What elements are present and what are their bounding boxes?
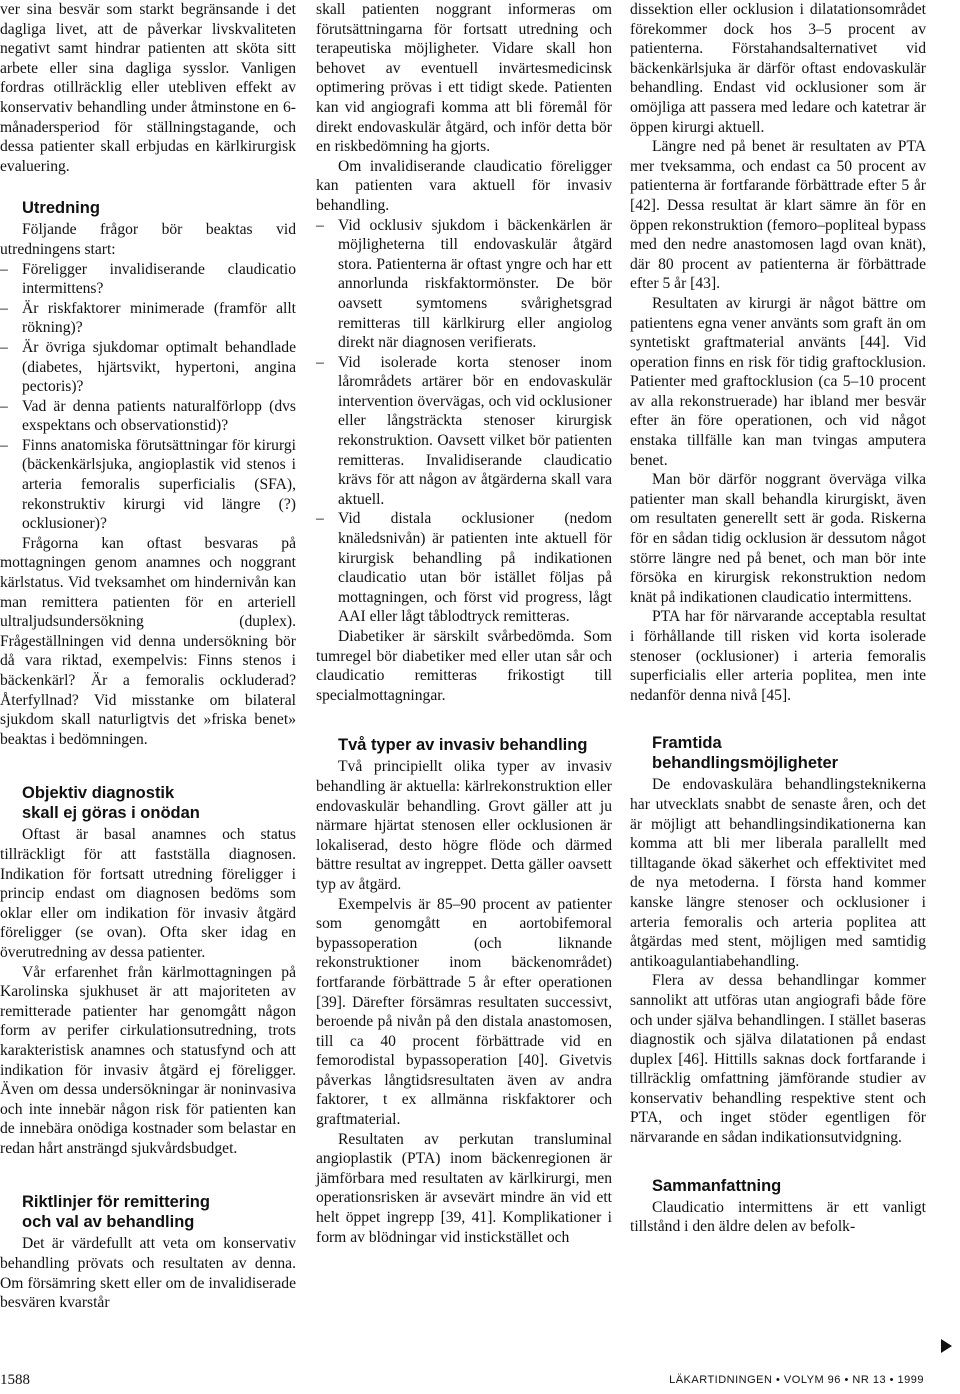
paragraph: Flera av dessa behandlingar kommer sannolikt att utföras utan angiografi både före och under själva behandlingen. I stället baseras diagnostik och själva dilatationen på endast duplex [46]. Hittills saknas dock fortfarande i tillräcklig omfattning jämförande studier av konservativ behandling respektive stent och PTA, och inget stöder egentligen för närvarande en sådan indikationsutvidgning. bbox=[630, 972, 926, 1147]
continue-arrow-icon bbox=[941, 1339, 952, 1353]
section-heading-objektiv bbox=[22, 783, 296, 823]
paragraph: Oftast är basal anamnes och status tillräckligt för att fastställa diagnosen. Indikation för fortsatt utredning föreligger i princip endast om diagnosen bedöms som oklar eller om indikation för invasiv åtgärd föreligger (se ovan). Ofta sker idag en överutredning av dessa patienter. bbox=[0, 826, 296, 961]
paragraph: Vår erfarenhet från kärlmottagningen på Karolinska sjukhuset är att majoriteten av remitterade patienter har genomgått någon form av perifer cirkulationsutredning, trots karakteristisk anamnes och statusfynd och att indikation för invasiv åtgärd ej föreligger. Även om dessa undersökningar är noninvasiva och inte innebär någon risk för patienten kan de innebära onödiga kostnader som belastar en redan hårt ansträngd sjukvårdsbudget. bbox=[0, 963, 296, 1157]
paragraph: De endovaskulära behandlingsteknikerna har utvecklats snabbt de senaste åren, och det är möjligt att behandlingsindikationerna kan komma att bli mer liberala parallellt med tilltagande ökad säkerhet och effektivitet med de nya metoderna. I första hand kommer kanske längre stenoser och ocklusioner i arteria femoralis och arteria poplitea att åtgärdas med stent, möjligen med samtidig antikoagulantiabehandling. bbox=[630, 776, 926, 970]
journal-footer: LÄKARTIDNINGEN • VOLYM 96 • NR 13 • 1999 bbox=[669, 1374, 924, 1386]
referral-list bbox=[316, 216, 612, 627]
page-footer bbox=[0, 1372, 960, 1394]
heading-line: Framtida bbox=[652, 734, 722, 753]
column-2 bbox=[316, 0, 612, 1247]
question-list bbox=[0, 260, 296, 534]
paragraph: Om invalidiserande claudicatio föreligger kan patienten vara aktuell för invasiv behandling. bbox=[316, 157, 612, 214]
column-1 bbox=[0, 0, 296, 1313]
heading-line: behandlingsmöjligheter bbox=[652, 754, 839, 773]
paragraph: Två principiellt olika typer av invasiv behandling är aktuella: kärlrekonstruktion eller endovaskulär behandling. Grovt gäller att ju närmare hjärtat stenosen eller ocklusionen är lokaliserad, desto högre flöde och därmed bättre resultat av ingreppet. Detta gäller oavsett typ av åtgärd. bbox=[316, 758, 612, 893]
heading-line: och val av behandling bbox=[22, 1213, 195, 1232]
column-3 bbox=[630, 0, 926, 1237]
section-heading-framtida bbox=[652, 733, 926, 773]
heading-line: Riktlinjer för remittering bbox=[22, 1193, 210, 1212]
paragraph: Längre ned på benet är resultaten av PTA mer tveksamma, och endast ca 50 procent av patienterna är fortfarande förbättrade efter 5 år [42]. Dessa resultat är klart sämre än för en öppen rekonstruktion (femoro–popliteal bypass med den nedre anastomosen lagd ovan knät), där 80 procent av patienterna är förbättrade efter 5 år [43]. bbox=[630, 138, 926, 293]
heading-line: skall ej göras i onödan bbox=[22, 804, 200, 823]
paragraph: Exempelvis är 85–90 procent av patienter som genomgått en aortobifemoral bypassoperation (och liknande rekonstruktioner inom bäckenområdet) fortfarande förbättrade 5 år efter operationen [39]. Därefter försämras resultaten successivt, beroende på nivån på den distala anastomosen, till ca 40 procent förbättrade vid en femorodistal bypassoperation [40]. Givetvis påverkas långtidsresultaten även av andra faktorer, t ex allmänna riskfaktorer och graftmaterial. bbox=[316, 895, 612, 1129]
list-item: – Är övriga sjukdomar optimalt behandlade (diabetes, hjärtsvikt, hypertoni, angina pectoris)? bbox=[0, 338, 296, 397]
list-item: – Vid isolerade korta stenoser inom lårområdets artärer bör en endovaskulär intervention övervägas, och vid ocklusioner eller långsträckta stenoser kirurgisk rekonstruktion. Oavsett vilket bör patienten remitteras. Invalidiserande claudicatio krävs för att någon av åtgärderna skall vara aktuell. bbox=[316, 353, 612, 510]
section-heading-sammanfattning: Sammanfattning bbox=[652, 1176, 782, 1195]
paragraph: Det är värdefullt att veta om konservativ behandling prövats och resultaten av denna. Om försämring skett eller om de invalidiserade besvären kvarstår bbox=[0, 1235, 296, 1312]
section-heading-tva-typer: Två typer av invasiv behandling bbox=[338, 736, 588, 755]
page-number: 1588 bbox=[0, 1372, 30, 1388]
paragraph: Resultaten av perkutan transluminal angioplastik (PTA) inom bäckenregionen är jämförbara med resultaten av kärlkirurgi, men operationsrisken är avsevärt mindre än vid ett helt öppet ingrepp [39, 41]. Komplikationer i form av blödningar vid instickstället och bbox=[316, 1130, 612, 1246]
paragraph: Claudicatio intermittens är ett vanligt tillstånd i den äldre delen av befolk- bbox=[630, 1198, 926, 1236]
paragraph: Frågorna kan oftast besvaras på mottagningen genom anamnes och noggrant kärlstatus. Vid tveksamhet om hindernivån kan man remittera patienten för en arteriell ultraljudsundersökning (duplex). Frågeställningen vid denna undersökning bör då vara riktad, exempelvis: Finns stenos i bäckenkärl? Är a femoralis ockluderad? Återfyllnad? Vid misstanke om bilateral sjukdom skall naturligtvis det »friska benet» beaktas i bedömningen. bbox=[0, 534, 296, 748]
paragraph: ver sina besvär som starkt begränsande i det dagliga livet, att de påverkar livskvaliteten negativt samt hindrar patienten att sköta sitt arbete eller sina dagliga sysslor. Vanligen fordras otillräcklig eller utebliven effekt av konservativ behandling under åtminstone en 6-månadersperiod för ställningstagande, och dessa patienter skall erbjudas en kärlkirurgisk evaluering. bbox=[0, 1, 296, 175]
heading-line: Objektiv diagnostik bbox=[22, 784, 175, 803]
list-item: – Finns anatomiska förutsättningar för kirurgi (bäckenkärlsjuka, angioplastik vid stenos i arteria femoralis superficialis (SFA), rekonstruktiv kirurgi vid längre (?) ocklusioner)? bbox=[0, 436, 296, 534]
paragraph: skall patienten noggrant informeras om förutsättningarna för fortsatt utredning och terapeutiska möjligheter. Vidare skall hon behovet av eventuell invärtesmedicinsk optimering prövas i ett tidigt skede. Patienten kan vid angiografi komma att bli föremål för direkt endovaskulär åtgärd, och inför detta bör en riskbedömning ha gjorts. bbox=[316, 1, 612, 156]
paragraph: Man bör därför noggrant överväga vilka patienter man skall behandla kirurgiskt, även om resultaten generellt sett är goda. Riskerna för en sådan tidig ocklusion är dessutom något större längre ned på benet, och man bör inte försöka en kirurgisk rekonstruktion nedom knät på indikationen claudicatio intermittens. bbox=[630, 471, 926, 606]
list-item: – Är riskfaktorer minimerade (framför allt rökning)? bbox=[0, 299, 296, 338]
list-item: – Vid distala ocklusioner (nedom knäledsnivån) är patienten inte aktuell för kirurgisk behandling på indikationen claudicatio utan bör istället följas på mottagningen, och först vid progress, lågt AAI eller lågt tåblodtryck remitteras. bbox=[316, 509, 612, 627]
paragraph: PTA har för närvarande acceptabla resultat i förhållande till risken vid korta isolerade stenoser (ocklusioner) i arteria femoralis superficialis eller arteria poplitea, men inte nedanför denna nivå [45]. bbox=[630, 608, 926, 704]
section-heading-riktlinjer bbox=[22, 1192, 296, 1232]
paragraph: Diabetiker är särskilt svårbedömda. Som tumregel bör diabetiker med eller utan sår och claudicatio remitteras frikostigt till specialmottagningar. bbox=[316, 628, 612, 704]
list-item: – Vad är denna patients naturalförlopp (dvs exspektans och observationstid)? bbox=[0, 397, 296, 436]
paragraph: Resultaten av kirurgi är något bättre om patientens egna vener använts som graft än om syntetiskt graftmaterial använts [44]. Vid operation finns en risk för tidig graftocklusion. Patienter med graftocklusion (ca 5–10 procent av alla rekonstruerade) har ibland mer besvär efter än före operationen, och vid något enstaka tillfälle kan man tvingas amputera benet. bbox=[630, 294, 926, 469]
list-item: – Vid ocklusiv sjukdom i bäckenkärlen är möjligheterna till endovaskulär åtgärd stora. Patienterna är oftast yngre och har ett annorlunda riskfaktormönster. De bör oavsett symtomens svårighetsgrad remitteras till kärlkirurg eller angiolog direkt när diagnosen verifierats. bbox=[316, 216, 612, 353]
section-heading-utredning: Utredning bbox=[22, 199, 100, 218]
paragraph: dissektion eller ocklusion i dilatationsområdet förekommer dock hos 3–5 procent av patienterna. Förstahandsalternativet vid bäckenkärlsjuka är därför oftast endovaskulär behandling. Endast vid ocklusioner som är omöjliga att passera med ledare och katetrar är öppen kirurgi aktuell. bbox=[630, 1, 926, 136]
paragraph: Följande frågor bör beaktas vid utredningens start: bbox=[0, 221, 296, 258]
list-item: – Föreligger invalidiserande claudicatio intermittens? bbox=[0, 260, 296, 299]
